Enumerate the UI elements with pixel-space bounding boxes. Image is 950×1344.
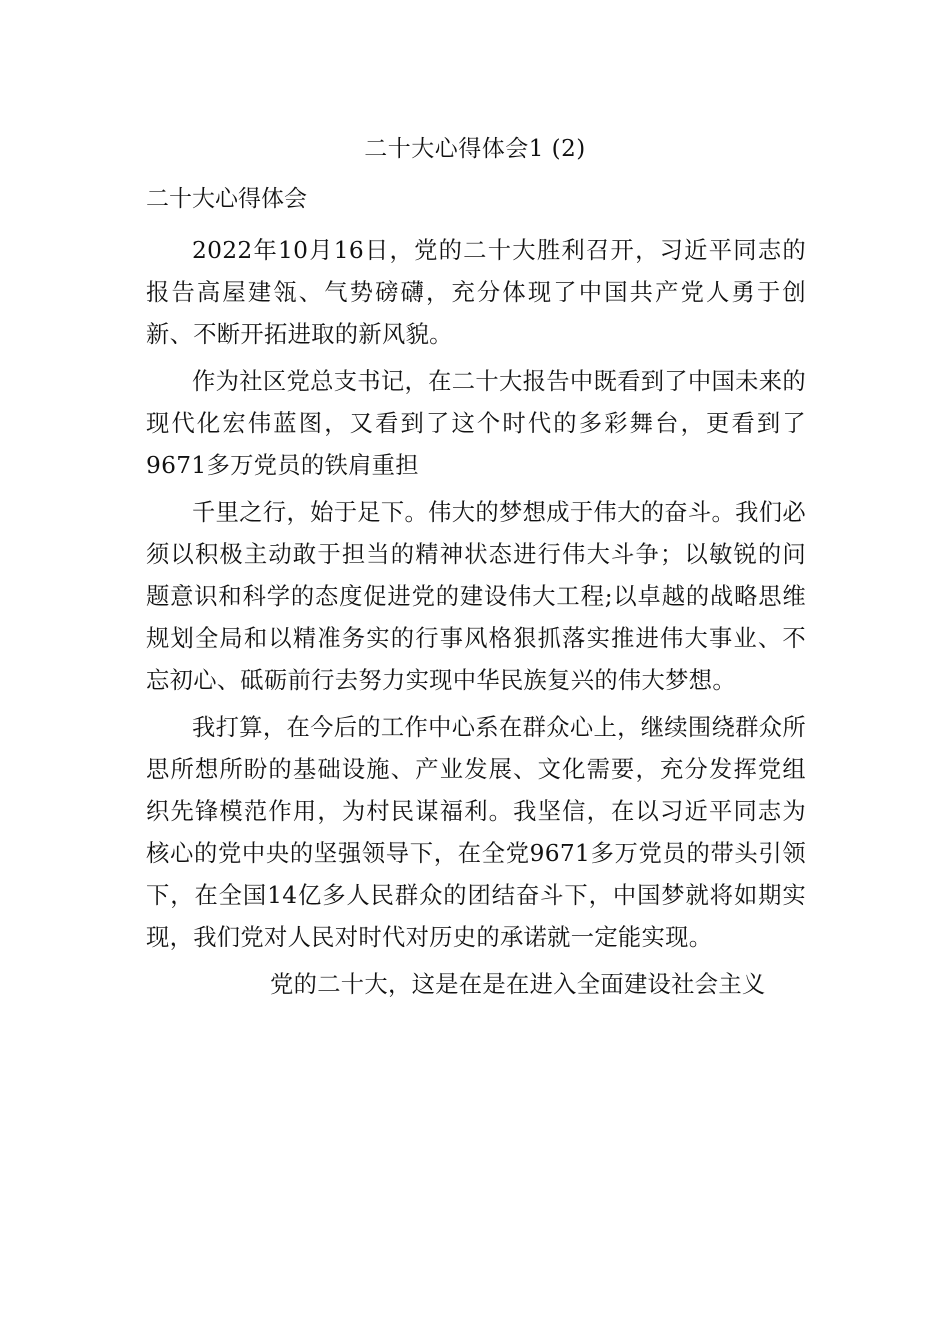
paragraph: 2022年10月16日，党的二十大胜利召开，习近平同志的报告高屋建瓴、气势磅礴，充分体现了中国共产党人勇于创新、不断开拓进取的新风貌。 bbox=[146, 237, 806, 348]
paragraph: 作为社区党总支书记，在二十大报告中既看到了中国未来的现代化宏伟蓝图，又看到了这个时代的多彩舞台，更看到了9671多万党员的铁肩重担 bbox=[146, 368, 806, 479]
paragraph: 千里之行，始于足下。伟大的梦想成于伟大的奋斗。我们必须以积极主动敢于担当的精神状态进行伟大斗争；以敏锐的问题意识和科学的态度促进党的建设伟大工程;以卓越的战略思维规划全局和以精准务实的行事风格狠抓落实推进伟大事业、不忘初心、砥砺前行去努力实现中华民族复兴的伟大梦想。 bbox=[146, 499, 806, 694]
paragraph: 我打算，在今后的工作中心系在群众心上，继续围绕群众所思所想所盼的基础设施、产业发展、文化需要，充分发挥党组织先锋模范作用，为村民谋福利。我坚信，在以习近平同志为核心的党中央的坚强领导下，在全党9671多万党员的带头引领下，在全国14亿多人民群众的团结奋斗下，中国梦就将如期实现，我们党对人民对时代对历史的承诺就一定能实现。 bbox=[146, 714, 806, 951]
document-title: 二十大心得体会1 (2) bbox=[364, 136, 586, 162]
document-subtitle: 二十大心得体会 bbox=[146, 186, 307, 212]
document-body bbox=[146, 230, 806, 1011]
paragraph: 党的二十大，这是在是在进入全面建设社会主义 bbox=[270, 971, 766, 998]
